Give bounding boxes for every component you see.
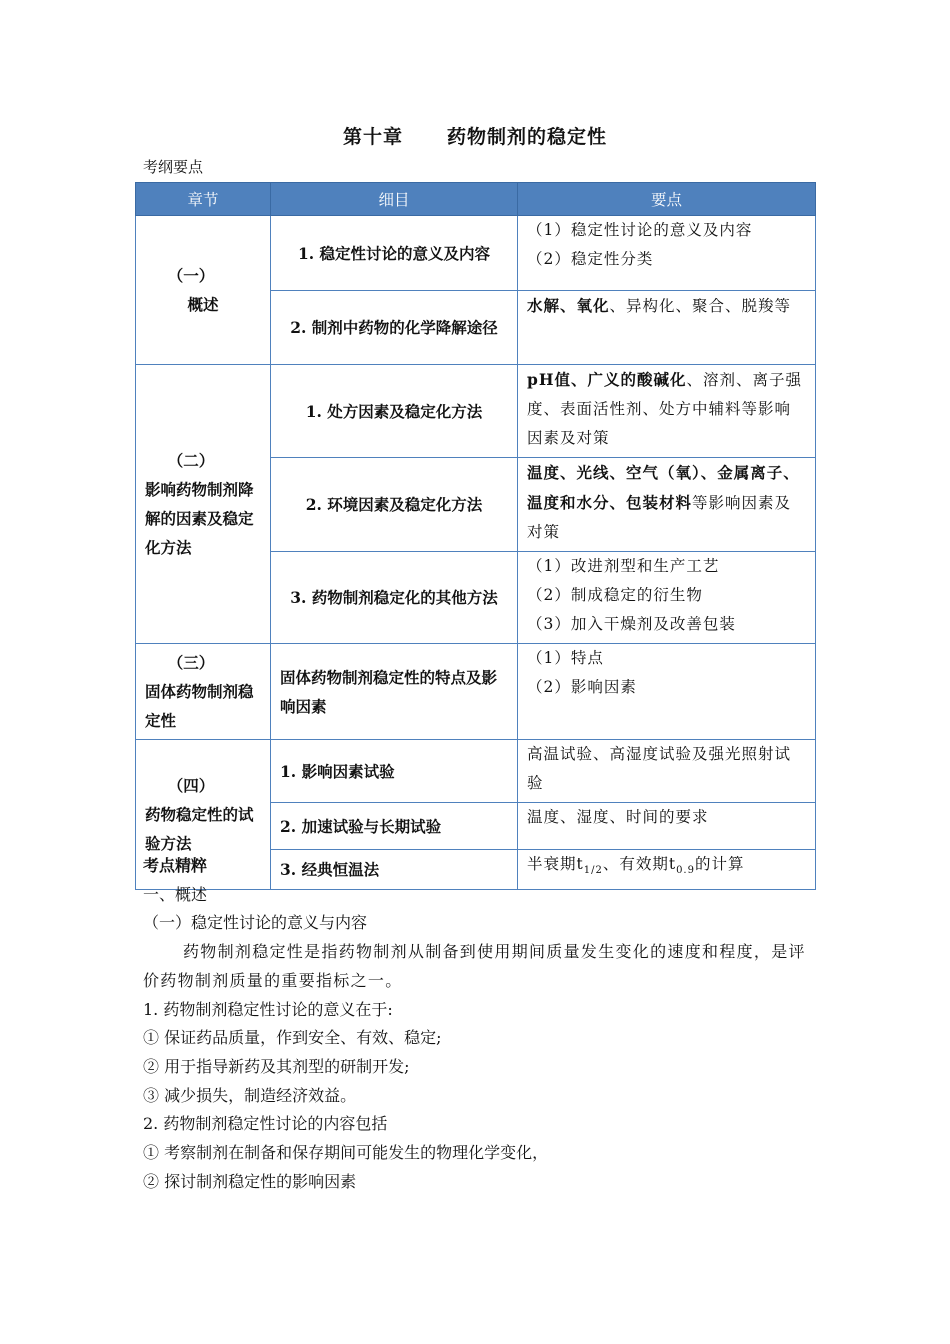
chapter-number: 第十章 xyxy=(342,126,403,148)
detail-cell: 2. 加速试验与长期试验 xyxy=(271,803,518,850)
points-cell xyxy=(518,291,816,365)
points-cell xyxy=(518,365,816,458)
point-bold: 水解、氧化 xyxy=(527,296,610,315)
points-cell xyxy=(518,458,816,552)
point-bold: pH值、广义的酸碱化 xyxy=(527,370,687,389)
point-line: （2）制成稳定的衍生物 xyxy=(527,586,703,604)
list-heading: 2. 药物制剂稳定性讨论的内容包括 xyxy=(143,1114,388,1134)
point-text: 、异构化、聚合、脱羧等 xyxy=(609,297,792,315)
point-bold: 温度、光线、空气（氧）、金属离子、温度和水分、包装材料 xyxy=(527,463,800,512)
table-row xyxy=(136,365,816,458)
chapter-title: 药物制剂的稳定性 xyxy=(447,126,608,148)
halflife-text: 半衰期t xyxy=(527,855,584,873)
section-name: 影响药物制剂降解的因素及稳定化方法 xyxy=(145,480,254,557)
validity-subscript: 0.9 xyxy=(676,865,695,877)
list-item: ① 保证药品质量，作到安全、有效、稳定; xyxy=(143,1028,442,1048)
section-title: 一、概述 xyxy=(143,884,208,904)
list-item: ② 探讨制剂稳定性的影响因素 xyxy=(143,1171,357,1191)
points-cell: 温度、湿度、时间的要求 xyxy=(518,803,816,850)
points-cell xyxy=(518,552,816,644)
outline-table xyxy=(135,182,816,890)
detail-cell: 2. 环境因素及稳定化方法 xyxy=(271,458,518,552)
table-row xyxy=(136,740,816,803)
section-cell xyxy=(136,216,271,365)
validity-text: 、有效期t xyxy=(602,855,677,873)
section-number: （二） xyxy=(167,451,215,470)
list-item: ① 考察制剂在制备和保存期间可能发生的物理化学变化， xyxy=(143,1143,549,1163)
detail-cell: 1. 影响因素试验 xyxy=(271,740,518,803)
point-text: 、溶剂、离子强度、表面活性剂、处方中辅料等影响因素及对策 xyxy=(527,371,802,447)
detail-cell: 1. 处方因素及稳定化方法 xyxy=(271,365,518,458)
outline-subtitle: 考纲要点 xyxy=(143,158,204,176)
header-detail: 细目 xyxy=(271,183,518,216)
point-line: （1）改进剂型和生产工艺 xyxy=(527,557,720,575)
header-points: 要点 xyxy=(518,183,816,216)
section-number: （三） xyxy=(167,653,215,672)
section-number: （四） xyxy=(167,776,215,796)
detail-cell: 固体药物制剂稳定性的特点及影响因素 xyxy=(271,644,518,740)
point-line: （1）特点 xyxy=(527,649,604,667)
section-number: （一） xyxy=(167,266,215,285)
list-item: ② 用于指导新药及其剂型的研制开发; xyxy=(143,1056,410,1076)
detail-cell: 1. 稳定性讨论的意义及内容 xyxy=(271,216,518,291)
detail-cell: 3. 经典恒温法 xyxy=(271,850,518,890)
body-text xyxy=(143,852,813,1196)
halflife-subscript: 1/2 xyxy=(583,865,603,877)
point-line: （1）稳定性讨论的意义及内容 xyxy=(527,221,753,239)
header-chapter: 章节 xyxy=(136,183,271,216)
points-cell: 高温试验、高湿度试验及强光照射试验 xyxy=(518,740,816,803)
points-cell xyxy=(518,644,816,740)
list-item: ③ 减少损失，制造经济效益。 xyxy=(143,1085,357,1105)
point-line: （3）加入干燥剂及改善包装 xyxy=(527,615,736,633)
section-name: 概述 xyxy=(187,295,219,314)
section-name: 固体药物制剂稳定性 xyxy=(145,682,254,730)
calc-text: 的计算 xyxy=(694,855,745,873)
point-line: （2）稳定性分类 xyxy=(527,250,654,268)
section-cell xyxy=(136,365,271,644)
list-heading: 1. 药物制剂稳定性讨论的意义在于: xyxy=(143,999,393,1019)
table-row xyxy=(136,644,816,740)
points-cell xyxy=(518,216,816,291)
paragraph: 药物制剂稳定性是指药物制剂从制备到使用期间质量发生变化的速度和程度，是评价药物制剂质量的重要指标之一。 xyxy=(143,942,806,990)
table-header-row xyxy=(136,183,816,216)
point-text: 等影响因素及对策 xyxy=(527,494,792,541)
section-name: 药物稳定性的试验方法 xyxy=(145,805,254,854)
subsection-title: （一）稳定性讨论的意义与内容 xyxy=(143,913,368,933)
page-title xyxy=(0,122,950,149)
section-cell xyxy=(136,644,271,740)
section-heading: 考点精粹 xyxy=(143,856,208,875)
detail-cell: 3. 药物制剂稳定化的其他方法 xyxy=(271,552,518,644)
detail-cell: 2. 制剂中药物的化学降解途径 xyxy=(271,291,518,365)
point-line: （2）影响因素 xyxy=(527,678,637,696)
table-row xyxy=(136,216,816,291)
